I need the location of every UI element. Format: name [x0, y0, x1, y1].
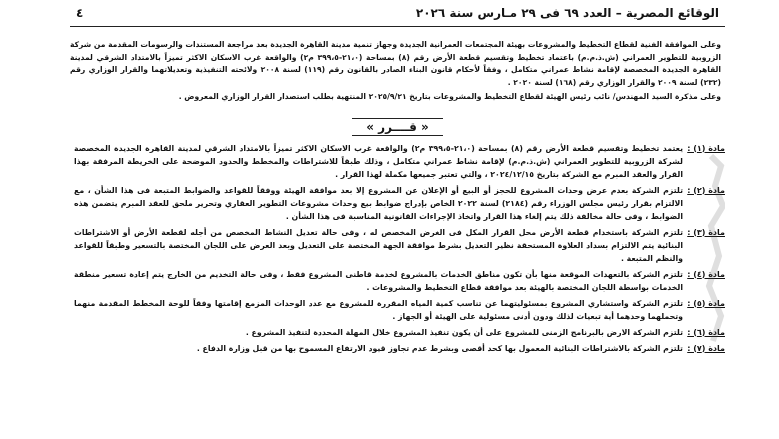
article-1 [70, 142, 725, 181]
article-4 [70, 268, 725, 294]
page-number: ٤ [76, 6, 84, 20]
preamble-paragraph: وعلى الموافقة الفنية لقطاع التخطيط والمشروعات بهيئة المجتمعات العمرانية الجديدة وجهاز تنمية مدينة القاهرة الجديدة بعد مراجعة المستندات والرسومات المقدمة من شركة الزروبية للتطوير العمراني (ش.ذ.م.م) باعتماد تخطيط وتقسيم قطعة الأرض رقم (٨) بمساحة (٢١،٠-٣٩٩،٥ م٢) والواقعة غرب الاسكان الاكثر تميزاً بالامتداد الشرقي لمدينة القاهرة الجديدة المخصصة لإقامة نشاط عمراني متكامل ، وفقاً لأحكام قانون البناء الصادر بالقانون رقم (١١٩) لسنة ٢٠٠٨ ولائحته التنفيذية وتعديلاتهما والقرار الوزاري رقم (٢٣٢) لسنة ٢٠٠٩ والقرار الوزاري رقم (١٦٨) لسنة ٢٠٢٠ . [70, 40, 722, 87]
article-text: تلتزم الشركة بالاشتراطات البنائية المعمول بها كحد أقصى وبشرط عدم تجاوز قيود الارتفاع المسموح بها من قبل وزارة الدفاع . [196, 343, 683, 353]
article-label: مادة (٦) : [687, 327, 725, 337]
decision-heading [70, 116, 725, 136]
article-text: تلتزم الشركة باستخدام قطعة الأرض محل القرار المكل فى الغرض المخصص له ، وفى حالة تعديل النشاط المخصص من أجله لقطعة الأرض أو الاشتراطات البنائية يتم الالتزام بسداد العلاوة المستحقة نظير التعديل بشرط موافقة الجهة المختصة على التعديل وبعد العرض على اللجان المختصة بالتسعير وطبقاً للقواعد والنظم المتبعة . [74, 227, 683, 263]
article-label: مادة (٧) : [687, 343, 725, 353]
preamble [70, 39, 725, 104]
article-text: تلتزم الشركة بالتعهدات الموقعة منها بأن تكون مناطق الخدمات بالمشروع لخدمة قاطنى المشروع فقط ، وفى حالة التخديم من الخارج يتم إعادة تسعير منطقة الخدمات بواسطة اللجان المختصة بالهيئة بعد موافقة قطاع التخطيط والمشروعات . [74, 269, 683, 292]
article-text: تلتزم الشركة الارض بالبرنامج الزمنى للمشروع على أن يكون تنفيذ المشروع خلال المهلة المحددة لتنفيذ المشروع . [245, 327, 683, 337]
preamble-paragraph: وعلى مذكرة السيد المهندس/ نائب رئيس الهيئة لقطاع التخطيط والمشروعات بتاريخ ٢٠٢٥/٩/٢١ المنتهية بطلب استصدار القرار الوزاري المعروض . [178, 92, 721, 101]
article-label: مادة (١) : [687, 143, 725, 153]
article-label: مادة (٣) : [687, 227, 725, 237]
article-5 [70, 297, 725, 323]
article-6 [70, 326, 725, 339]
article-label: مادة (٥) : [687, 298, 725, 308]
article-text: تلتزم الشركة واستشاري المشروع بمسئوليتهما عن تناسب كمية المياه المقررة للمشروع مع عدد الوحدات المزمع إقامتها وفقاً للوحة المخطط المقدمة منهما وتحملهما وحدهما أية تبعيات لذلك ودون أدنى مسئولية على الهيئة أو الجهاز . [74, 298, 683, 321]
article-text: تلتزم الشركة بعدم عرض وحدات المشروع للحجز أو البيع أو الإعلان عن المشروع إلا بعد موافقة الهيئة ووفقاً للقواعد والضوابط المتبعة فى هذا الشأن ، مع الالتزام بقرار رئيس مجلس الوزراء رقم (٢١٨٤) لسنة ٢٠٢٢ الخاص بإدراج ضوابط بيع وحدات مشروعات التطوير العقاري وتحرير ملحق للعقد المبرم يتضمن هذه الضوابط ، وفى حالة مخالفة ذلك يتم إلغاء هذا القرار واتخاذ الإجراءات القانونية المناسبة فى هذا الشأن . [74, 185, 683, 221]
article-2 [70, 184, 725, 223]
article-label: مادة (٤) : [687, 269, 725, 279]
article-label: مادة (٢) : [687, 185, 725, 195]
article-7 [70, 342, 725, 355]
article-3 [70, 226, 725, 265]
article-text: يعتمد تخطيط وتقسيم قطعة الأرض رقم (٨) بمساحة (٢١،٠-٣٩٩،٥ م٢) والواقعة غرب الاسكان الاكثر تميزاً بالامتداد الشرقي لمدينة القاهرة الجديدة المخصصة لشركة الزروبية للتطوير العمراني (ش.ذ.م.م) لإقامة نشاط عمراني متكامل ، وذلك طبقاً للاشتراطات والمخطط والحدود الموضحة على الخريطة المرفقة بهذا القرار والعقد المبرم مع الشركة بتاريخ ٢٠٢٤/١٢/١٥ ، والتي تعتبر جميعها مكملة لهذا القرار . [74, 143, 683, 179]
decision-title: « قــــرر » [352, 118, 443, 136]
gazette-title: الوقائع المصرية – العدد ٦٩ فى ٢٩ مـارس سنة ٢٠٢٦ [415, 6, 719, 20]
gazette-page [70, 6, 725, 434]
scan-edge-marks [671, 146, 725, 346]
page-header [70, 6, 725, 27]
